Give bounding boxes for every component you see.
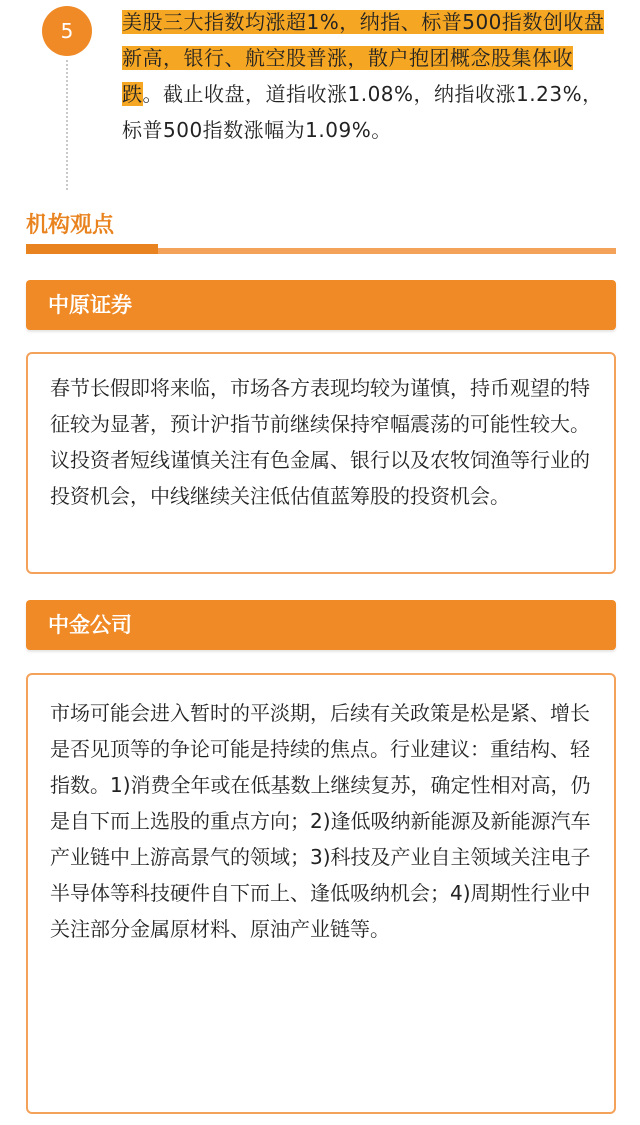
news-text bbox=[122, 4, 612, 148]
timeline-dotted-line bbox=[66, 60, 68, 190]
news-rest-text: 。截止收盘，道指收涨1.08%，纳指收涨1.23%，标普500指数涨幅为1.09%。 bbox=[122, 82, 603, 142]
card-body-zhongyuan bbox=[26, 352, 616, 574]
card-body-zhongjin bbox=[26, 673, 616, 1114]
news-item bbox=[0, 0, 640, 200]
card-header-zhongyuan bbox=[26, 280, 616, 330]
section-title-underline bbox=[26, 244, 158, 254]
card-text: 市场可能会进入暂时的平淡期，后续有关政策是松是紧、增长是否见顶等的争论可能是持续的焦点。行业建议：重结构、轻指数。1)消费全年或在低基数上继续复苏，确定性相对高，仍是自下而上选股的重点方向；2)逢低吸纳新能源及新能源汽车产业链中上游高景气的领域；3)科技及产业自主领域关注电子半导体等科技硬件自下而上、逢低吸纳机会；4)周期性行业中关注部分金属原材料、原油产业链等。 bbox=[50, 701, 591, 941]
card-title: 中原证券 bbox=[48, 293, 132, 317]
card-header-zhongjin bbox=[26, 600, 616, 650]
card-text: 春节长假即将来临，市场各方表现均较为谨慎，持币观望的特征较为显著，预计沪指节前继续保持窄幅震荡的可能性较大。议投资者短线谨慎关注有色金属、银行以及农牧饲渔等行业的投资机会，中线继续关注低估值蓝筹股的投资机会。 bbox=[50, 376, 590, 508]
news-number-badge: 5 bbox=[42, 6, 92, 56]
card-title: 中金公司 bbox=[48, 613, 132, 637]
section-title: 机构观点 bbox=[26, 213, 115, 238]
news-highlighted-text: 美股三大指数均涨超1%，纳指、标普500指数创收盘新高，银行、航空股普涨，散户抱团概念股集体收跌 bbox=[122, 10, 605, 106]
